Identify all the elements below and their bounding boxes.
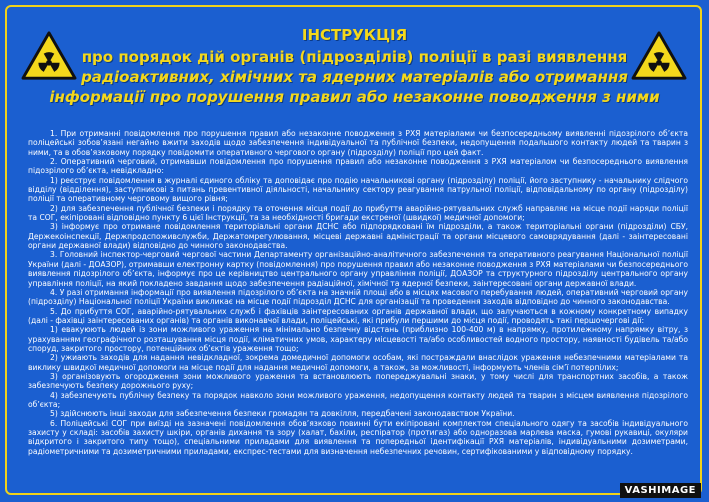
paragraph: 5) здійснюють інші заходи для забезпечення безпеки громадян та довкілля, передбачені законодавством України. [50,409,515,419]
paragraph: 1) евакуюють людей із зони можливого ураження на мінімально безпечну відстань (приблизно 100-400 м) в напрямку, протилежному напрямку вітру, з урахуванням географічного розташування місця події, кліматичних умов, характеру місцевості та/або особливостей водного простору, наявності будівель та/або споруд, закритого простору, потенційних об’єктів ураження тощо; [28,325,688,353]
paragraph: 1. При отриманні повідомлення про порушення правил або незаконне поводження з РХЯ матеріалами чи безпосередньому виявленні підозрілого об’єкта поліцейські зобов’язані негайно вжити заходів щодо забезпечення індивідуальної та публічної безпеки, недопущення подальшого контакту людей та тварин з ними, та в обов’язковому порядку повідомити оперативного чергового органу (підрозділу) поліції про цей факт. [28,129,688,157]
title-line-3: інформації про порушення правил або незаконне поводження з ними [49,88,660,106]
title-line-1: про порядок дій органів (підрозділів) поліції в разі виявлення [81,48,628,66]
paragraph: 3) організовують огородження зони можливого ураження та встановлюють попереджувальні знаки, у тому числі для транспортних засобів, а також забезпечують безпеку дорожнього руху; [28,371,688,391]
poster-header [0,0,709,125]
paragraph: 4) забезпечують публічну безпеку та порядок навколо зони можливого ураження, недопущення контакту людей та тварин з місцем виявлення підозрілого об’єкта; [28,390,688,409]
paragraph: 3. Головний інспектор-черговий чергової частини Департаменту організаційно-аналітичного забезпечення та оперативного реагування Національної поліції України (далі - ДОАЗОР), отримавши електронну картку (повідомлення) про порушення правил або незаконне поводження з РХЯ матеріалами чи безпосереднього виявлення підозрілого об’єкта, інформує про це керівництво центрального органу управління поліції, ДОАЗОР та структурного підрозділу центрального органу управління поліції, на який покладено завдання щодо забезпечення радіаційної, хімічної та ядерної безпеки, заінтересовані органи державної влади. [28,250,688,288]
paragraph: 5. До прибуття СОГ, аварійно-рятувальних служб і фахівців заінтересованих органів державної влади, що залучаються в кожному конкретному випадку (далі - фахівці заінтересованих органів) та органів виконавчої влади, поліцейські, які прибули першими до місця події, проводять такі першочергові дії: [28,306,688,325]
instruction-body [28,129,688,456]
poster-title: ІНСТРУКЦІЯ [301,26,408,44]
paragraph: 2) для забезпечення публічної безпеки і порядку та оточення місця події до прибуття аварійно-рятувальних служб направляє на місце події наряди поліції та СОГ, екіпіровані відповідно пункту 6 цієї Інструкції, та за необхідності бригади екстреної (швидкої) медичної допомоги; [28,203,688,223]
paragraph: 4. У разі отримання інформації про виявлення підозрілого об’єкта на значній площі або в місцях масового перебування людей, оперативний черговий органу (підрозділу) Національної поліції України викликає на місце події підрозділ ДСНС для організації та проведення заходів відповідно до чинного законодавства. [28,287,688,307]
paragraph: 1) реєструє повідомлення в журналі єдиного обліку та доповідає про подію начальникові органу (підрозділу) поліції, його заступнику - начальнику слідчого відділу (відділення), заступникові з питань превентивної діяльності, начальнику сектору реагування патрульної поліції, відповідальному по органу (підрозділу) поліції та оперативному черговому вищого рівня; [28,175,688,204]
watermark-label: VASHIMAGE [620,483,701,498]
paragraph: 3) інформує про отримане повідомлення територіальні органи ДСНС або підпорядковані їм підрозділи, а також територіальні органи (підрозділи) СБУ, Держекоінспекції, Держпродспоживслужби, Держатомрегулювання, місцеві державні адміністрації та органи місцевого самоврядування (далі - заінтересовані органи державної влади) відповідно до чинного законодавства. [28,222,688,251]
title-line-2: радіоактивних, хімічних та ядерних матеріалів або отримання [81,68,628,86]
paragraph: 2) ужиають заходів для надання невідкладної, зокрема домедичної допомоги особам, які постраждали внаслідок ураження небезпечними матеріалами та виклику швидкої медичної допомоги на місце події для надання медичної допомоги, а також, за можливості, інформують членів сім’ї потерпілих; [28,353,688,372]
paragraph: 6. Поліцейські СОГ при виїзді на зазначені повідомлення обов’язково повинні бути екіпіровані комплектом спеціального одягу та засобів індивідуального захисту у складі: засобів захисту шкіри, органів дихання та зору (халат, бахіли, респіратор (протигаз) або одноразова марлева маска, гумові рукавиці, окуляри відкритого і закритого типу тощо), спеціальними приладами для виявлення та попередньої ідентифікації РХЯ матеріалів, індивідуальними дозиметрами, радіометричними та дозиметричними приладами, експрес-тестами для визначення небезпечних речовин, сертифікованими у відповідному порядку. [28,418,688,456]
paragraph: 2. Оперативний черговий, отримавши повідомлення про порушення правил або незаконне поводження з РХЯ матеріалом чи безпосереднього виявлення підозрілого об’єкта, невідкладно: [28,157,688,176]
